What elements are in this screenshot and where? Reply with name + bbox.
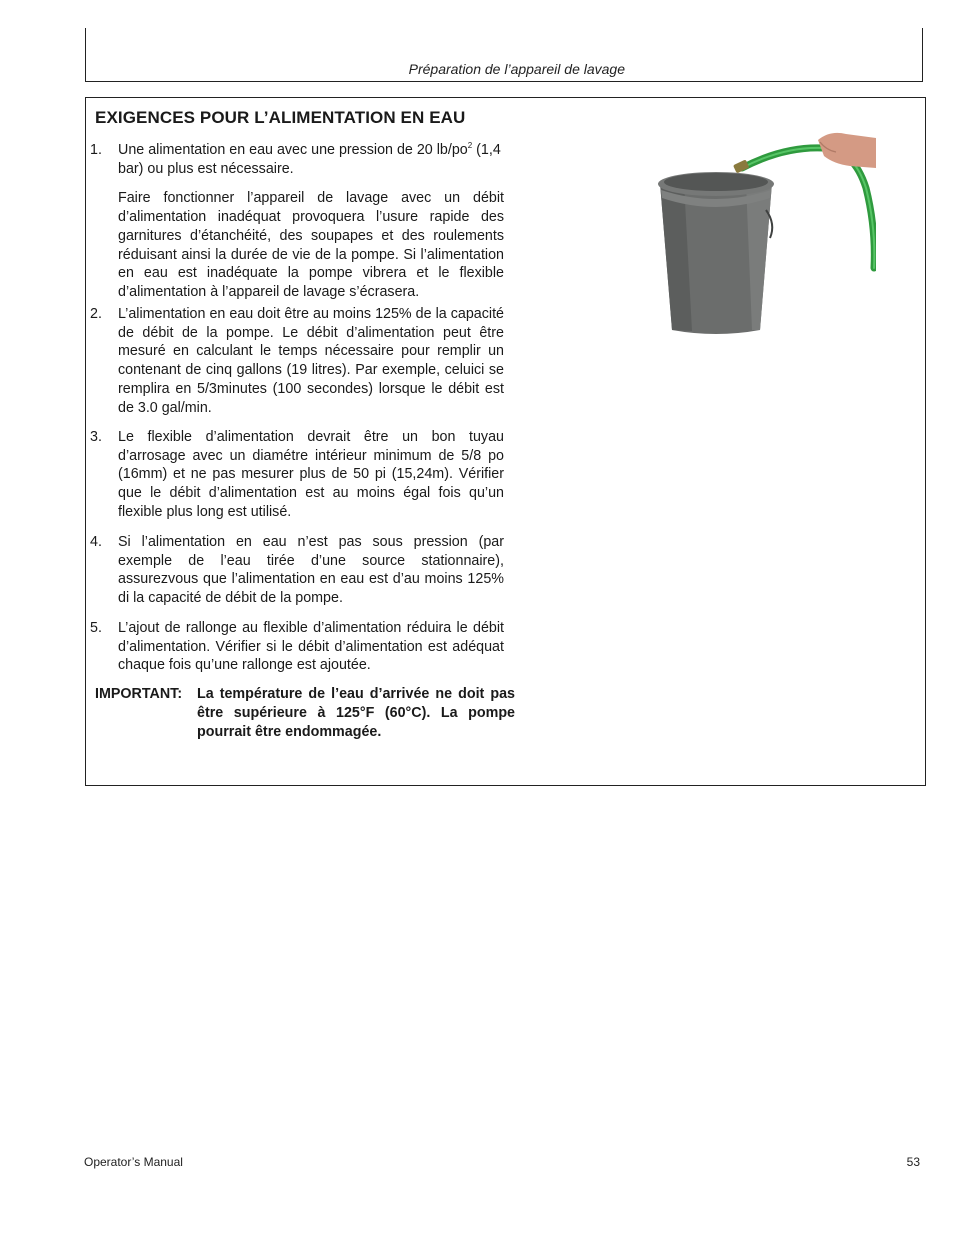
important-notice xyxy=(95,685,515,742)
list-item-text: Le flexible d’alimentation devrait être un bon tuyau d’arrosage avec un diamétre intérieur minimum de 5/8 po (16mm) et ne pas mesurer plus de 50 pi (15,24m). Vérifier que le débit d’alimentation est au moins égal fois qu’un flexible plus long est utilisé. xyxy=(118,429,504,520)
superscript: 2 xyxy=(467,141,473,150)
footer-manual-title: Operator’s Manual xyxy=(84,1155,183,1169)
header-section-title: Préparation de l’appareil de lavage xyxy=(408,61,625,77)
bucket-with-hose-icon xyxy=(654,128,876,338)
important-text: La température de l’eau d’arrivée ne doit pas être supérieure à 125°F (60°C). La pompe pourrait être endommagée. xyxy=(197,686,515,740)
list-item-1 xyxy=(90,141,504,302)
list-item-number: 4. xyxy=(90,534,102,550)
list-item-number: 2. xyxy=(90,306,102,322)
list-item-number: 1. xyxy=(90,142,102,158)
list-item-text: Une alimentation en eau avec une pression de 20 $lb/po^2$ (1,4 bar) ou plus est nécessaire. xyxy=(118,141,501,177)
list-item-number: 5. xyxy=(90,620,102,636)
section-title: EXIGENCES POUR L’ALIMENTATION EN EAU xyxy=(95,108,466,127)
list-item-2 xyxy=(90,305,504,417)
list-item-text: L’ajout de rallonge au flexible d’alimentation réduira le débit d’alimentation. Vérifier si le débit d’alimentation est adéquat chaque fois qu’une rallonge est ajoutée. xyxy=(118,620,504,674)
list-item-text: Si l’alimentation en eau n’est pas sous pression (par exemple de l’eau tirée d’une source stationnaire), assurezvous que l’alimentation en eau est d’au moins 125% di la capacité de débit de la pompe. xyxy=(118,534,504,607)
list-item-4 xyxy=(90,533,504,608)
important-label: IMPORTANT: xyxy=(95,686,183,702)
list-item-number: 3. xyxy=(90,429,102,445)
list-item-text: L’alimentation en eau doit être au moins 125% de la capacité de débit de la pompe. Le débit d’alimentation peut être mesuré en calculant le temps nécessaire pour remplir un contenant de cinq gallons (19 litres). Par exemple, celuici se remplira en 5/3minutes (100 secondes) lorsque le débit est de 3.0 gal/min. xyxy=(118,306,504,416)
list-item-paragraph: Faire fonctionner l’appareil de lavage avec un débit d’alimentation inadéquat provoquera l’usure rapide des garnitures d’étanchéité, des soupapes et des roulements réduisant ainsi la durée de vie de la pompe. Si l’alimentation en eau est inadéquate la pompe vibrera et le flexible d’alimentation à l’appareil de lavage s’écrasera. xyxy=(118,190,504,300)
list-item-5 xyxy=(90,619,504,675)
water-requirements-section xyxy=(85,97,926,786)
list-item-3 xyxy=(90,428,504,522)
footer-page-number: 53 xyxy=(906,1155,920,1169)
page-header xyxy=(85,28,923,82)
